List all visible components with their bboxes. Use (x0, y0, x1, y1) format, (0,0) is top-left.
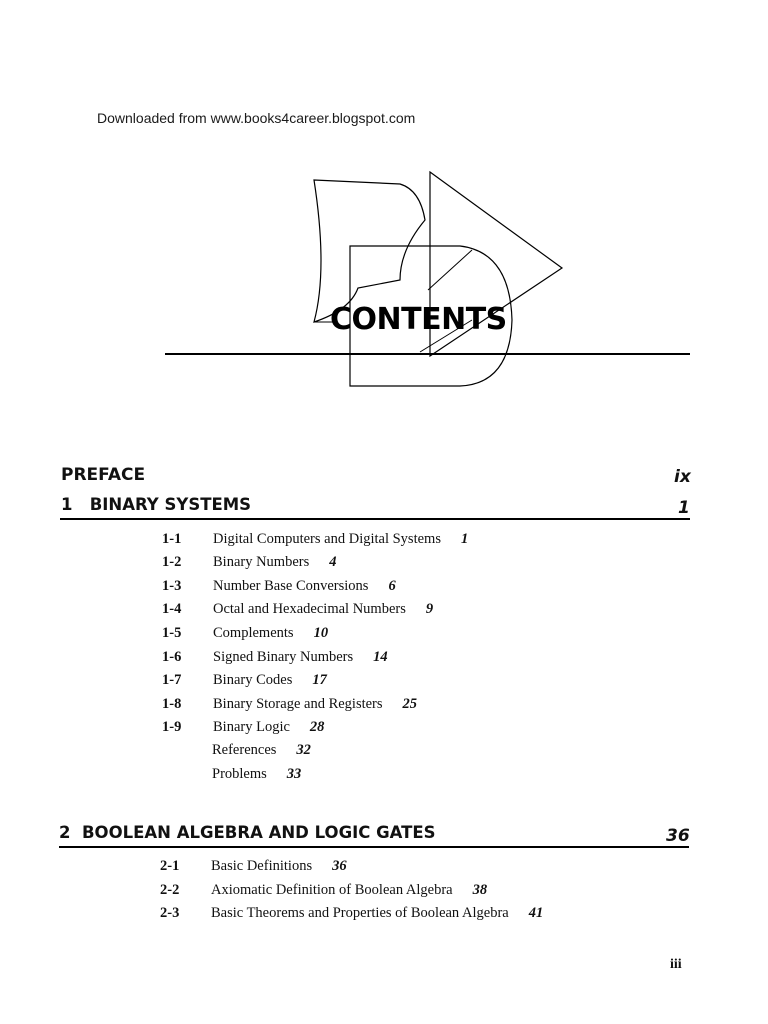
toc-section-title: Basic Theorems and Properties of Boolean Algebra (211, 905, 509, 921)
title-rule (165, 353, 690, 355)
toc-section-page: 9 (425, 601, 434, 617)
toc-section-title: References (212, 742, 277, 758)
toc-section-title: Basic Definitions (211, 858, 313, 874)
chapter-1-page: 1 (678, 498, 690, 518)
toc-section-title: Digital Computers and Digital Systems (213, 531, 441, 547)
toc-section-page: 25 (402, 696, 418, 712)
toc-section-page: 36 (332, 858, 347, 874)
download-note: Downloaded from www.books4career.blogspot.com (97, 110, 416, 126)
toc-section-number: 1-4 (162, 601, 182, 617)
toc-section-number: 1-3 (162, 578, 182, 594)
toc-section-number: 1-9 (162, 719, 182, 735)
toc-section-number: 1-5 (162, 625, 182, 641)
toc-section-page: 17 (312, 672, 327, 688)
toc-section-page: 28 (309, 719, 325, 735)
toc-section-title: Axiomatic Definition of Boolean Algebra (211, 882, 453, 898)
toc-section-page: 38 (472, 882, 488, 898)
toc-section-number: 2-2 (160, 882, 180, 898)
toc-section-title: Octal and Hexadecimal Numbers (213, 601, 406, 617)
toc-section-number: 2-1 (160, 858, 180, 874)
toc-section-page: 33 (286, 766, 302, 782)
page-title: CONTENTS (330, 302, 507, 337)
chapter-2-title: 2 BOOLEAN ALGEBRA AND LOGIC GATES (59, 823, 436, 842)
toc-section-page: 41 (528, 905, 544, 921)
toc-section-title: Complements (213, 625, 294, 641)
toc-section-number: 1-7 (162, 672, 182, 688)
preface-page: ix (674, 467, 691, 487)
toc-section-number: 1-2 (162, 554, 182, 570)
toc-section-title: Problems (212, 766, 267, 782)
toc-section-title: Binary Codes (213, 672, 293, 688)
toc-section-title: Binary Storage and Registers (213, 696, 383, 712)
chapter-2-page: 36 (666, 826, 690, 846)
toc-section-title: Binary Numbers (213, 554, 310, 570)
page-number: iii (670, 957, 682, 972)
toc-section-title: Binary Logic (213, 719, 290, 735)
chapter-1-rule (60, 518, 690, 520)
contents-logo-graphic (300, 160, 580, 400)
toc-section-page: 1 (460, 531, 469, 547)
toc-section-page: 4 (329, 554, 337, 570)
preface-label: PREFACE (61, 465, 146, 485)
toc-section-number: 1-1 (162, 531, 182, 547)
toc-section-number: 1-8 (162, 696, 182, 712)
toc-section-title: Number Base Conversions (213, 578, 369, 594)
toc-section-page: 32 (296, 742, 311, 758)
toc-section-number: 2-3 (160, 905, 180, 921)
chapter-1-title: 1 BINARY SYSTEMS (61, 495, 252, 514)
toc-section-page: 10 (313, 625, 329, 641)
toc-section-title: Signed Binary Numbers (213, 649, 354, 665)
chapter-2-rule (59, 846, 689, 848)
toc-section-page: 6 (388, 578, 396, 594)
toc-section-number: 1-6 (162, 649, 182, 665)
toc-section-page: 14 (373, 649, 388, 665)
